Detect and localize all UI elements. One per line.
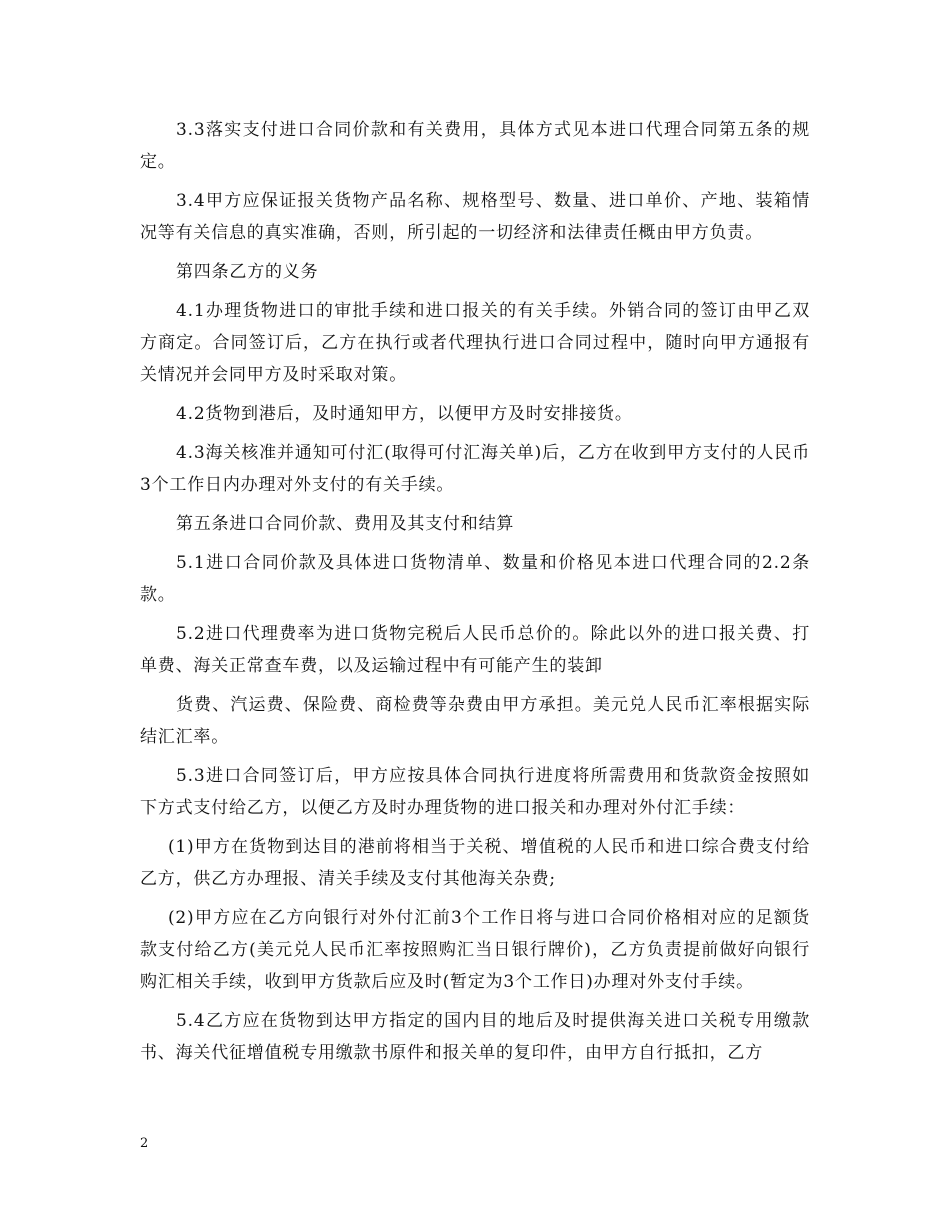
clause-3-4: 3.4甲方应保证报关货物产品名称、规格型号、数量、进口单价、产地、装箱情况等有关信息的真实准确，否则，所引起的一切经济和法律责任概由甲方负责。 <box>140 191 810 243</box>
section-heading-5: 第五条进口合同价款、费用及其支付和结算 <box>176 514 515 534</box>
clause-5-1: 5.1进口合同价款及具体进口货物清单、数量和价格见本进口代理合同的2.2条款。 <box>140 553 810 605</box>
clause-5-2: 5.2进口代理费率为进口货物完税后人民币总价的。除此以外的进口报关费、打单费、海关正常查车费，以及运输过程中有可能产生的装卸 <box>140 624 810 676</box>
page-number: 2 <box>140 1136 149 1151</box>
clause-5-3-item-1: (1)甲方在货物到达目的港前将相当于关税、增值税的人民币和进口综合费支付给乙方，供乙方办理报、清关手续及支付其他海关杂费; <box>140 837 810 889</box>
clause-5-4: 5.4乙方应在货物到达甲方指定的国内目的地后及时提供海关进口关税专用缴款书、海关代征增值税专用缴款书原件和报关单的复印件，由甲方自行抵扣，乙方 <box>140 1011 810 1063</box>
clause-4-2: 4.2货物到港后，及时通知甲方，以便甲方及时安排接货。 <box>176 404 633 424</box>
clause-5-2-continued: 货费、汽运费、保险费、商检费等杂费由甲方承担。美元兑人民币汇率根据实际结汇汇率。 <box>140 695 810 747</box>
clause-3-3: 3.3落实支付进口合同价款和有关费用，具体方式见本进口代理合同第五条的规定。 <box>140 120 810 172</box>
clause-5-3-item-2: (2)甲方应在乙方向银行对外付汇前3个工作日将与进口合同价格相对应的足额货款支付给乙方(美元兑人民币汇率按照购汇当日银行牌价)，乙方负责提前做好向银行购汇相关手续，收到甲方货款后应及时(暂定为3个工作日)办理对外支付手续。 <box>140 908 810 992</box>
clause-4-3: 4.3海关核准并通知可付汇(取得可付汇海关单)后，乙方在收到甲方支付的人民币3个工作日内办理对外支付的有关手续。 <box>140 443 810 495</box>
clause-4-1: 4.1办理货物进口的审批手续和进口报关的有关手续。外销合同的签订由甲乙双方商定。合同签订后，乙方在执行或者代理执行进口合同过程中，随时向甲方通报有关情况并会同甲方及时采取对策。 <box>140 301 810 385</box>
section-heading-4: 第四条乙方的义务 <box>176 262 319 282</box>
document-body <box>140 114 810 1076</box>
clause-5-3: 5.3进口合同签订后，甲方应按具体合同执行进度将所需费用和货款资金按照如下方式支付给乙方，以便乙方及时办理货物的进口报关和办理对外付汇手续： <box>140 766 810 818</box>
